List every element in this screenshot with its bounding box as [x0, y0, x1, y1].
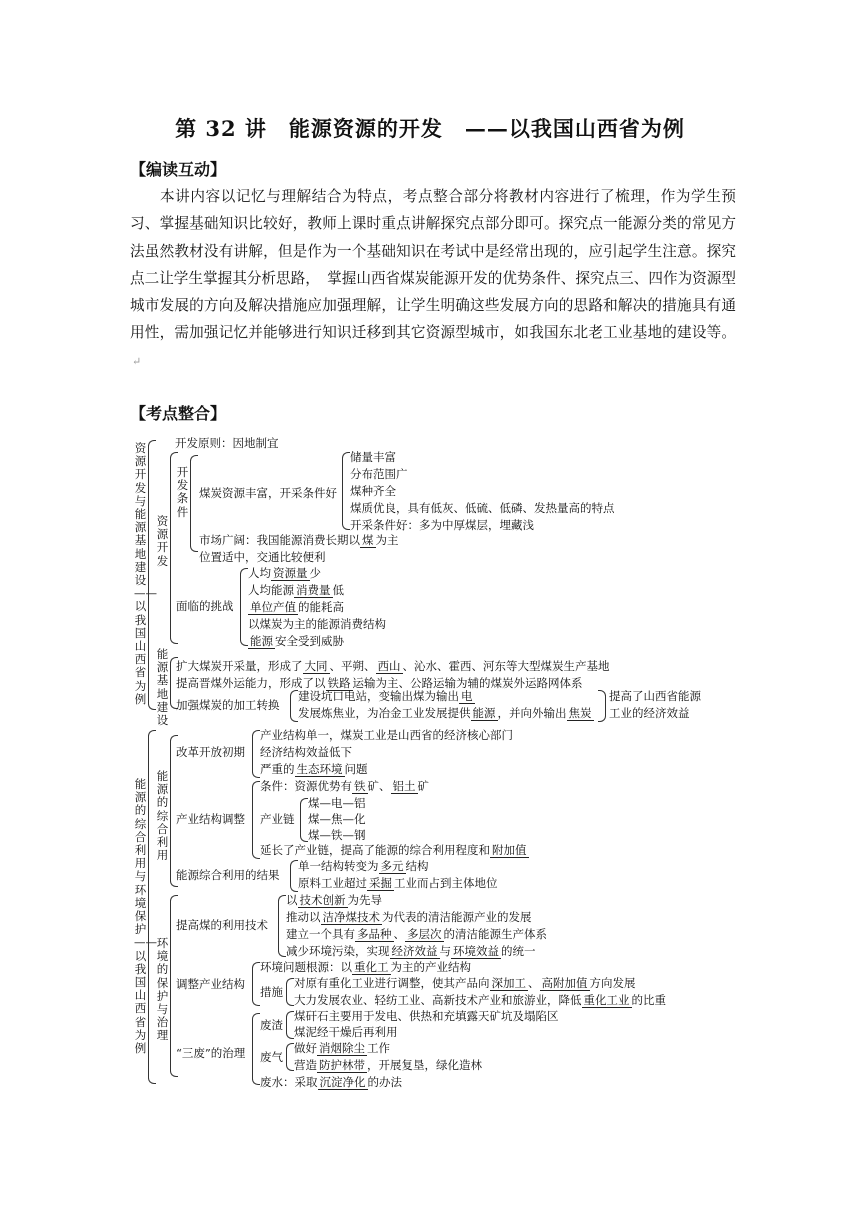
- blank-fill: 多元: [380, 859, 404, 873]
- blank-fill: 防护林带: [319, 1058, 365, 1072]
- blank-fill: 资源量: [273, 566, 308, 580]
- challenge-item: 人均 资源量 少: [248, 566, 321, 580]
- result-item-brace: [290, 860, 298, 892]
- solid-label: 废渣: [260, 1018, 283, 1032]
- challenge-brace: [240, 568, 248, 646]
- blank-fill: 大同: [304, 659, 328, 673]
- solid-item: 煤泥经干燥后再利用: [294, 1025, 398, 1039]
- coal-item: 分布范围广: [350, 467, 408, 481]
- chain-item: 煤—焦—化: [308, 812, 366, 826]
- tech-item: 减少环境污染，实现 经济效益 与 环境效益 的统一: [286, 944, 536, 958]
- process-brace: [290, 690, 298, 722]
- extend-text: 延长了产业链，提高了能源的综合利用程度和 附加值: [260, 843, 527, 857]
- waste-label: “三废”的治理: [176, 1046, 246, 1060]
- blank-fill: 焦炭: [568, 706, 592, 720]
- result-item: 原料工业超过 采掘 工业而占到主体地位: [298, 876, 498, 890]
- chain-brace: [300, 798, 308, 842]
- tech-item: 推动以 洁净煤技术 为代表的清洁能源产业的发展: [286, 910, 532, 924]
- market-text: 市场广阔：我国能源消费长期以 煤 为主: [199, 533, 399, 547]
- gas-label: 废气: [260, 1050, 283, 1064]
- measure-item: 大力发展农业、轻纺工业、高新技术产业和旅游业，降低 重化工业 的比重: [294, 993, 666, 1007]
- blank-fill: 附加值: [492, 843, 527, 857]
- process-line2: 发展炼焦业，为冶金工业发展提供 能源 ，并向外输出 焦炭: [298, 706, 592, 720]
- coal-item: 开采条件好：多为中厚煤层，埋藏浅: [350, 518, 534, 532]
- comprehensive-label: 能源的综合利用: [156, 769, 169, 863]
- base-line2: 提高晋煤外运能力，形成了以 铁路 运输为主、公路运输为辅的煤炭外运路网体系: [176, 676, 583, 690]
- tech-label: 提高煤的利用技术: [176, 918, 268, 932]
- blank-fill: 技术创新: [299, 893, 346, 907]
- part2-brace: [148, 730, 156, 1084]
- measures-brace: [286, 978, 294, 1006]
- principle-text: 开发原则：因地制宜: [175, 436, 279, 450]
- blank-fill: 重化工业: [583, 993, 630, 1007]
- part2-label: 能源的综合利用与环境保护——以我国山西省为例: [134, 777, 157, 1056]
- struct-brace: [252, 962, 260, 1006]
- waste-brace: [252, 1013, 260, 1085]
- coal-item: 煤质优良，具有低灰、低硫、低磷、发热量高的特点: [350, 501, 615, 515]
- solid-brace: [286, 1011, 294, 1039]
- conditions-label: 开发条件: [176, 465, 189, 519]
- solid-item: 煤矸石主要用于发电、供热和充填露天矿坑及塌陷区: [294, 1009, 559, 1023]
- chain-item: 煤—电—铝: [308, 796, 366, 810]
- challenge-item: 以煤炭为主的能源消费结构: [248, 617, 386, 631]
- blank-fill: 多层次: [407, 927, 442, 941]
- result-label: 能源综合利用的结果: [176, 868, 280, 882]
- chain-item: 煤—铁—钢: [308, 828, 366, 842]
- process-line1: 建设坑口电站，变输出煤为输出 电: [298, 689, 473, 703]
- summary-heading: 【考点整合】: [130, 404, 227, 423]
- environment-label: 环境的保护与治理: [156, 936, 169, 1043]
- coal-item: 储量丰富: [350, 450, 396, 464]
- reform-brace: [252, 730, 260, 778]
- guide-text: 本讲内容以记忆与理解结合为特点，考点整合部分将教材内容进行了梳理，作为学生预习、掌握基础知识比较好，教师上课时重点讲解探究点部分即可。探究点一能源分类的常见方法虽然教材没有讲解，但是作为一个基础知识在考试中是经常出现的，应引起学生注意。探究点二让学生掌握其分析思路， 掌握山西省煤炭能源开发的优势条件、探究点三、四作为资源型城市发展的方向及解决措施应加强理解，让学生明确这些发展方向的思路和解决的措施具有通用性，需加强记忆并能够进行知识迁移到其它资源型城市，如我国东北老工业基地的建设等。: [130, 188, 736, 342]
- struct-label: 调整产业结构: [176, 977, 245, 991]
- return-mark-icon: ↵: [132, 354, 142, 368]
- part1-label: 资源开发与能源基地建设——以我国山西省为例: [134, 441, 157, 706]
- blank-fill: 铁路: [327, 676, 351, 690]
- blank-fill: 多品种: [357, 927, 392, 941]
- blank-fill: 西山: [377, 659, 401, 673]
- result-line: 提高了山西省能源: [609, 689, 701, 703]
- blank-fill: 能源: [250, 634, 273, 648]
- resource-dev-label: 资源开发: [156, 514, 169, 568]
- blank-fill: 重化工: [354, 960, 389, 974]
- conditions-brace: [190, 455, 198, 552]
- gas-item: 做好 消烟除尘 工作: [294, 1041, 390, 1055]
- blank-fill: 深加工: [491, 976, 526, 990]
- blank-fill: 消费量: [296, 583, 331, 597]
- adjust-brace: [252, 781, 260, 859]
- reform-item: 经济结构效益低下: [260, 745, 352, 759]
- gas-brace: [286, 1043, 294, 1071]
- reform-item: 严重的 生态环境 问题: [260, 762, 368, 776]
- location-text: 位置适中，交通比较便利: [199, 550, 326, 564]
- adjust-label: 产业结构调整: [176, 812, 245, 826]
- blank-fill: 能源: [472, 706, 496, 720]
- challenge-item: 人均能源 消费量 低: [248, 583, 344, 597]
- page-title: 第 32 讲 能源资源的开发 ——以我国山西省为例: [175, 116, 685, 141]
- water-item: 废水：采取 沉淀净化 的办法: [260, 1075, 402, 1089]
- blank-fill: 生态环境: [296, 762, 343, 776]
- challenge-label: 面临的挑战: [176, 599, 234, 613]
- blank-fill: 采掘: [369, 876, 392, 890]
- tech-brace: [278, 895, 286, 957]
- coal-item: 煤种齐全: [350, 484, 396, 498]
- blank-fill: 电: [461, 689, 473, 703]
- chain-label: 产业链: [260, 812, 295, 826]
- blank-fill: 沉淀净化: [319, 1075, 366, 1089]
- reform-label: 改革开放初期: [176, 745, 245, 759]
- measure-item: 对原有重化工业进行调整，使其产品向 深加工 、 高附加值 方向发展: [294, 976, 636, 990]
- challenge-item: 能源 安全受到威胁: [250, 634, 344, 648]
- result-brace: [598, 690, 606, 722]
- blank-fill: 经济效益: [391, 944, 438, 958]
- result-line: 工业的经济效益: [609, 706, 690, 720]
- blank-fill: 环境效益: [453, 944, 499, 958]
- reform-item: 产业结构单一，煤炭工业是山西省的经济核心部门: [260, 728, 513, 742]
- blank-fill: 洁净煤技术: [322, 910, 380, 924]
- coal-rich-text: 煤炭资源丰富，开采条件好: [199, 486, 337, 500]
- coal-brace: [342, 452, 350, 530]
- struct-root: 环境问题根源：以 重化工 为主的产业结构: [260, 960, 471, 974]
- blank-fill: 高附加值: [541, 976, 588, 990]
- base-line1: 扩大煤炭开采量，形成了 大同 、平朔、 西山 、沁水、霍西、河东等大型煤炭生产基地: [176, 659, 610, 673]
- challenge-item: 单位产值 的能耗高: [250, 600, 344, 614]
- blank-fill: 煤: [362, 533, 374, 547]
- process-label: 加强煤炭的加工转换: [176, 698, 280, 712]
- gas-item: 营造 防护林带 ，开展复垦，绿化造林: [294, 1058, 482, 1072]
- blank-fill: 消烟除尘: [319, 1041, 365, 1055]
- tech-item: 以 技术创新 为先导: [286, 893, 382, 907]
- blank-fill: 铝土: [392, 779, 416, 793]
- blank-fill: 铁: [354, 779, 366, 793]
- measures-label: 措施: [260, 985, 283, 999]
- result-item: 单一结构转变为 多元 结构: [298, 859, 429, 873]
- base-construction-label: 能源基地建设: [156, 647, 169, 728]
- adjust-condition: 条件：资源优势有 铁 矿、 铝土 矿: [260, 779, 429, 793]
- tech-item: 建立一个具有 多品种 、 多层次 的清洁能源生产体系: [286, 927, 547, 941]
- part1-brace: [148, 440, 156, 710]
- blank-fill: 单位产值: [250, 600, 296, 614]
- guide-heading: 【编读互动】: [130, 160, 227, 179]
